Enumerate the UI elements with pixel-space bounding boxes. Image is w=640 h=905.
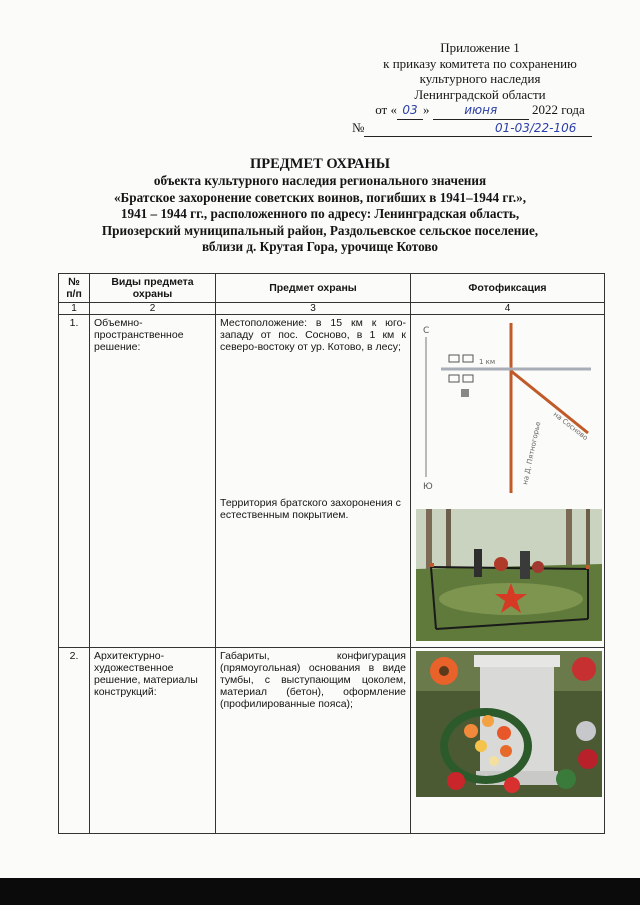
col-header-kind: Виды предмета охраны: [90, 274, 216, 303]
row-number: 2.: [59, 648, 90, 834]
col-header-subject: Предмет охраны: [216, 274, 411, 303]
monument-photo: [416, 651, 602, 797]
appendix-date: [350, 102, 610, 120]
protection-table: [58, 273, 605, 834]
compass-south: Ю: [423, 482, 433, 492]
sketch-distance: 1 км: [479, 358, 496, 366]
building-1: [449, 355, 459, 362]
row-kind: Архитектурно-художественное решение, материалы конструкций:: [90, 648, 216, 834]
sketch-road-label-1: на Сосново: [551, 410, 590, 443]
row-photos: [411, 648, 605, 834]
col-number-4: 4: [411, 303, 605, 315]
appendix-number: [350, 120, 610, 138]
table-number-row: [59, 303, 605, 315]
date-day: 03: [397, 103, 423, 120]
row-kind: Объемно-пространственное решение:: [90, 315, 216, 648]
date-prefix: от «: [375, 102, 397, 117]
row-number: 1.: [59, 315, 90, 648]
subheading-line-1: объекта культурного наследия регионального значения: [153, 173, 487, 188]
appendix-header: [350, 40, 610, 137]
subheading-line-5: вблизи д. Крутая Гора, урочище Котово: [201, 239, 438, 254]
date-mid: »: [422, 102, 430, 117]
doc-heading: ПРЕДМЕТ ОХРАНЫ: [249, 156, 391, 172]
scan-border: [0, 878, 640, 905]
building-4: [463, 375, 473, 382]
number-prefix: №: [352, 119, 365, 135]
table-header-row: [59, 274, 605, 303]
date-year: 2022 года: [531, 102, 585, 117]
row-subject: [216, 315, 411, 648]
table-row: [59, 648, 605, 834]
memorial-mark: [461, 389, 469, 397]
appendix-line-1: Приложение 1: [440, 40, 520, 55]
appendix-line-3: культурного наследия: [419, 71, 541, 86]
location-sketch: [413, 317, 603, 499]
burial-site-photo: [416, 509, 602, 641]
row-subject: Габариты, конфигурация (прямоугольная) основания в виде тумбы, с выступающим цоколем, материал (бетон), оформление (профилированные пояса);: [216, 648, 411, 834]
order-number: 01-03/22-106: [364, 121, 592, 138]
date-month: июня: [433, 103, 529, 120]
doc-subheading: [30, 173, 610, 256]
col-number-3: 3: [216, 303, 411, 315]
col-number-1: 1: [59, 303, 90, 315]
subject-location: Местоположение: в 15 км к юго-западу от пос. Сосново, в 1 км к северо-востоку от ур. Котово, в лесу;: [220, 317, 406, 353]
col-number-2: 2: [90, 303, 216, 315]
building-3: [449, 375, 459, 382]
subheading-line-3: 1941 – 1944 гг., расположенного по адресу: Ленинградская область,: [120, 206, 520, 221]
table-row: [59, 315, 605, 648]
compass-north: С: [423, 326, 430, 336]
road-diagonal: [511, 371, 588, 433]
sketch-road-label-2: на Д. Пятногорье: [521, 420, 543, 486]
row-photos: [411, 315, 605, 648]
subheading-line-2: «Братское захоронение советских воинов, погибших в 1941–1944 гг.»,: [113, 189, 527, 205]
building-2: [463, 355, 473, 362]
subject-territory: Территория братского захоронения с естественным покрытием.: [220, 497, 401, 521]
appendix-line-4: Ленинградской области: [414, 86, 546, 102]
subheading-line-4: Приозерский муниципальный район, Раздольевское сельское поселение,: [101, 222, 539, 238]
col-header-num: № п/п: [59, 274, 90, 303]
appendix-line-2: к приказу комитета по сохранению: [383, 55, 577, 71]
col-header-photo: Фотофиксация: [411, 274, 605, 303]
